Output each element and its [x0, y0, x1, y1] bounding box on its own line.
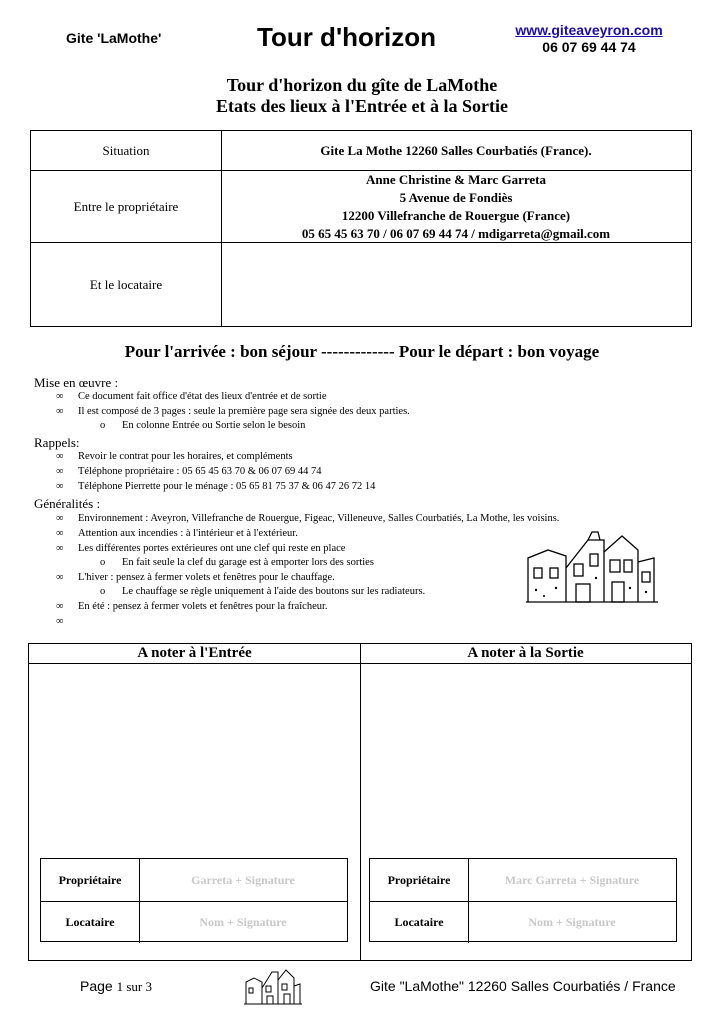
sub-list-item: o Le chauffage se règle uniquement à l'aide des boutons sur les radiateurs. [100, 586, 426, 597]
section-title-mise: Mise en œuvre : [34, 375, 119, 390]
info-label: Situation [31, 131, 222, 170]
info-row-tenant [31, 243, 691, 326]
owner-label: Propriétaire [370, 859, 469, 901]
info-value [221, 131, 691, 170]
tenant-label: Locataire [370, 901, 469, 943]
entree-column-title: A noter à l'Entrée [137, 645, 252, 661]
entree-notes-area[interactable] [31, 666, 358, 854]
infinity-bullet-icon: ∞ [56, 406, 64, 417]
list-item: ∞ Attention aux incendies : à l'intérieur et à l'extérieur. [56, 528, 298, 539]
page-number [80, 978, 152, 995]
owner-label: Propriétaire [41, 859, 140, 901]
sortie-owner-signature-field[interactable]: Marc Garreta + Signature [504, 872, 640, 887]
page-count: 1 sur 3 [116, 979, 152, 994]
owner-line: Anne Christine & Marc Garreta [365, 171, 547, 187]
entree-tenant-signature-field[interactable]: Nom + Signature [199, 914, 287, 929]
tenant-label: Locataire [41, 901, 140, 943]
list-item: ∞ Environnement : Aveyron, Villefranche de Rouergue, Figeac, Villeneuve, Salles Courbatiés, La Mothe, les voisins. [56, 513, 560, 524]
footer-address: Gite "LaMothe" 12260 Salles Courbatiés / France [370, 978, 676, 994]
entree-owner-signature-field[interactable]: Garreta + Signature [191, 872, 295, 887]
infinity-bullet-icon: ∞ [56, 391, 64, 402]
footer-house-drawing-icon [244, 966, 302, 1006]
list-item: ∞ Il est composé de 3 pages : seule la première page sera signée des deux parties. [56, 406, 410, 417]
owner-line: 12200 Villefranche de Rouergue (France) [341, 207, 571, 223]
list-item: ∞ Téléphone Pierrette pour le ménage : 05 65 81 75 37 & 06 47 26 72 14 [56, 481, 376, 492]
sortie-column-title: A noter à la Sortie [467, 645, 584, 661]
header-phone: 06 07 69 44 74 [542, 39, 636, 55]
situation-line: Gite La Mothe 12260 Salles Courbatiés (France). [320, 142, 592, 158]
infinity-bullet-icon: ∞ [56, 528, 64, 539]
section-title-generalites: Généralités : [34, 496, 101, 511]
infinity-bullet-icon: ∞ [56, 616, 64, 627]
list-item: ∞ L'hiver : pensez à fermer volets et fenêtres pour le chauffage. [56, 572, 335, 583]
infinity-bullet-icon: ∞ [56, 543, 64, 554]
notes-table [28, 643, 692, 961]
subtitle-line-2: Etats des lieux à l'Entrée et à la Sortie [216, 96, 508, 116]
sub-list-item: o En fait seule la clef du garage est à emporter lors des sorties [100, 557, 374, 568]
info-row-situation [31, 131, 691, 171]
list-item: ∞ Les différentes portes extérieures ont une clef qui reste en place [56, 543, 346, 554]
entree-signature-box [40, 858, 348, 942]
subtitle-line-1: Tour d'horizon du gîte de LaMothe [226, 75, 498, 95]
infinity-bullet-icon: ∞ [56, 481, 64, 492]
info-value [221, 171, 691, 242]
greeting-banner: Pour l'arrivée : bon séjour ------------- Pour le départ : bon voyage [124, 342, 600, 361]
tenant-value-field[interactable] [221, 243, 691, 326]
gite-name: Gite 'LaMothe' [66, 30, 162, 46]
infinity-bullet-icon: ∞ [56, 513, 64, 524]
owner-line: 05 65 45 63 70 / 06 07 69 44 74 / mdigarreta@gmail.com [301, 225, 611, 241]
info-row-owner [31, 171, 691, 243]
list-item: ∞ En été : pensez à fermer volets et fenêtres pour la fraîcheur. [56, 601, 328, 612]
infinity-bullet-icon: ∞ [56, 572, 64, 583]
list-item-empty [56, 616, 78, 627]
document-title: Tour d'horizon [257, 22, 436, 52]
circle-bullet-icon: o [100, 557, 106, 568]
infinity-bullet-icon: ∞ [56, 601, 64, 612]
list-item: ∞ Ce document fait office d'état des lieux d'entrée et de sortie [56, 391, 327, 402]
house-drawing-icon [526, 528, 658, 604]
sortie-notes-area[interactable] [363, 666, 689, 854]
sortie-tenant-signature-field[interactable]: Nom + Signature [528, 914, 616, 929]
list-item: ∞ Revoir le contrat pour les horaires, et compléments [56, 451, 293, 462]
info-label: Et le locataire [31, 243, 222, 326]
sub-list-item: o En colonne Entrée ou Sortie selon le besoin [100, 420, 306, 431]
list-item: ∞ Téléphone propriétaire : 05 65 45 63 70 & 06 07 69 44 74 [56, 466, 322, 477]
page-word: Page [80, 978, 113, 994]
owner-line: 5 Avenue de Fondiès [399, 189, 513, 205]
infinity-bullet-icon: ∞ [56, 451, 64, 462]
circle-bullet-icon: o [100, 586, 106, 597]
info-table [30, 130, 692, 327]
infinity-bullet-icon: ∞ [56, 466, 64, 477]
info-label: Entre le propriétaire [31, 171, 222, 242]
sortie-signature-box [369, 858, 677, 942]
website-link[interactable]: www.giteaveyron.com [515, 22, 663, 38]
section-title-rappels: Rappels: [34, 435, 80, 450]
circle-bullet-icon: o [100, 420, 106, 431]
